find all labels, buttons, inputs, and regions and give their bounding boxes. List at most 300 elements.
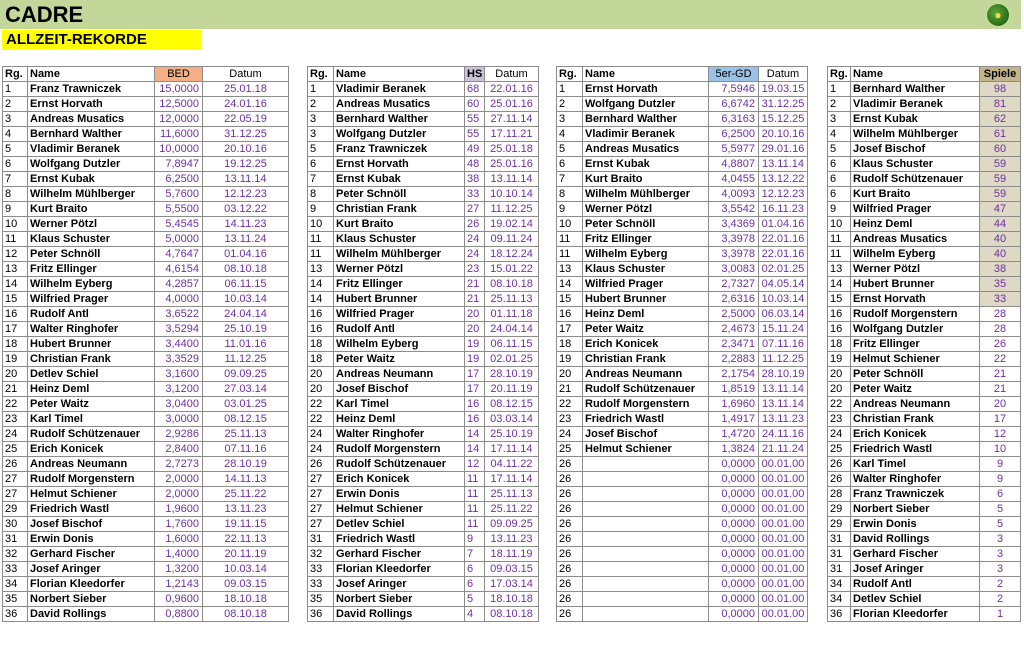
value-cell: 17 xyxy=(465,367,485,382)
table-row xyxy=(828,277,1021,292)
table-row xyxy=(3,217,289,232)
table-row xyxy=(3,202,289,217)
date-cell: 13.11.23 xyxy=(759,412,808,427)
rank-cell: 15 xyxy=(557,292,583,307)
rank-cell: 11 xyxy=(557,247,583,262)
date-cell: 11.12.25 xyxy=(203,352,289,367)
value-cell: 19 xyxy=(465,352,485,367)
name-cell: Christian Frank xyxy=(28,352,155,367)
table-row xyxy=(828,142,1021,157)
date-header: Datum xyxy=(759,67,808,82)
rank-cell: 7 xyxy=(308,172,334,187)
rank-cell: 16 xyxy=(828,307,851,322)
date-cell: 09.11.24 xyxy=(485,232,539,247)
value-cell: 1,3200 xyxy=(155,562,203,577)
table-row xyxy=(557,607,808,622)
table-row xyxy=(557,472,808,487)
table-row xyxy=(308,547,539,562)
value-cell: 24 xyxy=(465,232,485,247)
name-cell: Erich Konicek xyxy=(851,427,980,442)
name-cell: Franz Trawniczek xyxy=(851,487,980,502)
date-cell: 08.10.18 xyxy=(485,607,539,622)
date-cell: 19.02.14 xyxy=(485,217,539,232)
value-cell: 9 xyxy=(465,532,485,547)
value-cell: 14 xyxy=(465,427,485,442)
date-cell: 25.11.13 xyxy=(203,427,289,442)
value-cell: 1,6000 xyxy=(155,532,203,547)
rank-cell: 22 xyxy=(3,397,28,412)
date-cell: 27.11.14 xyxy=(485,112,539,127)
rank-cell: 25 xyxy=(3,442,28,457)
hs-header: HS xyxy=(465,67,485,82)
date-cell: 00.01.00 xyxy=(759,592,808,607)
name-cell: Hubert Brunner xyxy=(28,337,155,352)
value-cell: 38 xyxy=(980,262,1021,277)
name-cell: Kurt Braito xyxy=(334,217,465,232)
name-cell: Werner Pötzl xyxy=(28,217,155,232)
name-cell: David Rollings xyxy=(28,607,155,622)
table-row xyxy=(308,427,539,442)
table-row xyxy=(308,277,539,292)
rank-cell: 11 xyxy=(308,232,334,247)
value-cell: 22 xyxy=(980,352,1021,367)
name-cell: Fritz Ellinger xyxy=(334,277,465,292)
table-row xyxy=(557,547,808,562)
date-cell: 12.12.23 xyxy=(759,187,808,202)
value-cell: 27 xyxy=(465,202,485,217)
value-cell: 12,5000 xyxy=(155,97,203,112)
name-cell: Klaus Schuster xyxy=(28,232,155,247)
date-cell: 22.01.16 xyxy=(485,82,539,97)
rank-cell: 14 xyxy=(557,277,583,292)
table-row xyxy=(308,592,539,607)
value-cell: 38 xyxy=(465,172,485,187)
rank-cell: 3 xyxy=(828,112,851,127)
rank-cell: 7 xyxy=(557,172,583,187)
name-cell: Peter Schnöll xyxy=(28,247,155,262)
name-cell: Peter Schnöll xyxy=(583,217,709,232)
table-row xyxy=(828,412,1021,427)
name-cell: Karl Timel xyxy=(334,397,465,412)
value-cell: 6 xyxy=(465,577,485,592)
date-cell: 24.01.16 xyxy=(203,97,289,112)
date-cell: 13.11.14 xyxy=(759,157,808,172)
rank-cell: 26 xyxy=(557,517,583,532)
date-cell: 02.01.25 xyxy=(485,352,539,367)
table-row xyxy=(308,202,539,217)
page-subtitle: ALLZEIT-REKORDE xyxy=(2,30,201,50)
rank-cell: 27 xyxy=(308,517,334,532)
name-cell: Andreas Musatics xyxy=(28,112,155,127)
date-cell: 21.11.24 xyxy=(759,442,808,457)
rank-cell: 23 xyxy=(828,412,851,427)
value-cell: 2 xyxy=(980,577,1021,592)
value-cell: 55 xyxy=(465,127,485,142)
table-row xyxy=(3,367,289,382)
rank-cell: 5 xyxy=(828,142,851,157)
date-cell: 14.11.23 xyxy=(203,217,289,232)
rank-cell: 30 xyxy=(3,517,28,532)
rank-cell: 2 xyxy=(557,97,583,112)
rank-cell: 19 xyxy=(557,352,583,367)
table-row xyxy=(828,577,1021,592)
table-row xyxy=(308,82,539,97)
rank-cell: 29 xyxy=(3,502,28,517)
value-cell: 4,7647 xyxy=(155,247,203,262)
table-row xyxy=(308,562,539,577)
rank-cell: 26 xyxy=(308,457,334,472)
date-cell: 00.01.00 xyxy=(759,562,808,577)
value-cell: 4,0455 xyxy=(709,172,759,187)
name-cell: Peter Schnöll xyxy=(851,367,980,382)
date-cell: 20.11.19 xyxy=(485,382,539,397)
rank-cell: 29 xyxy=(828,502,851,517)
rank-cell: 29 xyxy=(828,517,851,532)
name-cell: Gerhard Fischer xyxy=(334,547,465,562)
date-cell: 31.12.25 xyxy=(203,127,289,142)
rank-cell: 15 xyxy=(3,292,28,307)
rank-cell: 1 xyxy=(308,82,334,97)
table-row xyxy=(828,502,1021,517)
table-row xyxy=(557,232,808,247)
rank-cell: 20 xyxy=(828,367,851,382)
date-cell: 04.05.14 xyxy=(759,277,808,292)
rank-cell: 26 xyxy=(557,532,583,547)
date-cell: 09.09.25 xyxy=(203,367,289,382)
name-cell xyxy=(583,562,709,577)
name-cell: Friedrich Wastl xyxy=(851,442,980,457)
date-cell: 00.01.00 xyxy=(759,457,808,472)
bed-records-table xyxy=(2,66,289,622)
rank-cell: 27 xyxy=(308,472,334,487)
date-cell: 10.03.14 xyxy=(759,292,808,307)
value-cell: 1,4917 xyxy=(709,412,759,427)
value-cell: 3,3978 xyxy=(709,247,759,262)
bed-header: BED xyxy=(155,67,203,82)
name-cell: Wilhelm Mühlberger xyxy=(583,187,709,202)
date-cell: 15.01.22 xyxy=(485,262,539,277)
rank-cell: 10 xyxy=(3,217,28,232)
date-cell: 19.03.15 xyxy=(759,82,808,97)
table-row xyxy=(557,127,808,142)
date-cell: 25.11.13 xyxy=(485,487,539,502)
date-cell: 14.11.13 xyxy=(203,472,289,487)
table-row xyxy=(557,382,808,397)
name-cell: Ernst Kubak xyxy=(334,172,465,187)
value-cell: 4,2857 xyxy=(155,277,203,292)
table-row xyxy=(308,187,539,202)
value-cell: 3,6522 xyxy=(155,307,203,322)
value-cell: 33 xyxy=(980,292,1021,307)
rank-cell: 6 xyxy=(3,157,28,172)
value-cell: 1,2143 xyxy=(155,577,203,592)
name-cell xyxy=(583,532,709,547)
rank-cell: 31 xyxy=(828,562,851,577)
rank-cell: 16 xyxy=(308,322,334,337)
name-cell: Wilfried Prager xyxy=(583,277,709,292)
name-cell: Wilhelm Eyberg xyxy=(583,247,709,262)
name-cell: Ernst Kubak xyxy=(851,112,980,127)
name-cell: Karl Timel xyxy=(851,457,980,472)
date-cell: 10.10.14 xyxy=(485,187,539,202)
table-row xyxy=(3,517,289,532)
rank-cell: 11 xyxy=(828,232,851,247)
date-cell: 25.10.19 xyxy=(203,322,289,337)
date-header: Datum xyxy=(203,67,289,82)
table-row xyxy=(828,127,1021,142)
rank-cell: 20 xyxy=(308,382,334,397)
rank-cell: 20 xyxy=(308,367,334,382)
value-cell: 3,5294 xyxy=(155,322,203,337)
rank-cell: 26 xyxy=(557,502,583,517)
rank-cell: 36 xyxy=(3,607,28,622)
date-cell: 15.12.25 xyxy=(759,112,808,127)
rank-cell: 24 xyxy=(308,427,334,442)
rank-cell: 24 xyxy=(557,427,583,442)
table-row xyxy=(308,172,539,187)
value-cell: 26 xyxy=(980,337,1021,352)
rank-cell: 5 xyxy=(557,142,583,157)
date-cell: 07.11.16 xyxy=(759,337,808,352)
date-cell: 00.01.00 xyxy=(759,472,808,487)
table-row xyxy=(557,217,808,232)
date-cell: 00.01.00 xyxy=(759,532,808,547)
rank-cell: 14 xyxy=(828,277,851,292)
name-cell: Norbert Sieber xyxy=(28,592,155,607)
rank-cell: 17 xyxy=(557,322,583,337)
value-cell: 2,3471 xyxy=(709,337,759,352)
value-cell: 0,9600 xyxy=(155,592,203,607)
date-cell: 31.12.25 xyxy=(759,97,808,112)
rank-cell: 8 xyxy=(3,187,28,202)
value-cell: 5 xyxy=(465,592,485,607)
value-cell: 2,0000 xyxy=(155,472,203,487)
name-cell: Christian Frank xyxy=(583,352,709,367)
rank-cell: 23 xyxy=(557,412,583,427)
table-row xyxy=(828,397,1021,412)
name-cell: Rudolf Morgenstern xyxy=(851,307,980,322)
rank-cell: 24 xyxy=(308,442,334,457)
date-cell: 17.11.14 xyxy=(485,442,539,457)
rank-header: Rg. xyxy=(308,67,334,82)
date-cell: 19.11.15 xyxy=(203,517,289,532)
table-row xyxy=(557,172,808,187)
name-cell: Ernst Horvath xyxy=(851,292,980,307)
table-row xyxy=(828,532,1021,547)
table-row xyxy=(557,292,808,307)
value-cell: 2,0000 xyxy=(155,487,203,502)
rank-cell: 2 xyxy=(3,97,28,112)
date-cell: 06.11.15 xyxy=(203,277,289,292)
gd-records-table xyxy=(556,66,808,622)
value-cell: 2,9286 xyxy=(155,427,203,442)
rank-header: Rg. xyxy=(3,67,28,82)
name-cell xyxy=(583,457,709,472)
table-row xyxy=(308,457,539,472)
date-cell: 04.11.22 xyxy=(485,457,539,472)
name-cell: Walter Ringhofer xyxy=(28,322,155,337)
rank-cell: 27 xyxy=(3,487,28,502)
value-cell: 2,8400 xyxy=(155,442,203,457)
table-row xyxy=(3,112,289,127)
value-cell: 10,0000 xyxy=(155,142,203,157)
value-cell: 19 xyxy=(465,337,485,352)
date-cell: 25.01.18 xyxy=(485,142,539,157)
rank-cell: 1 xyxy=(828,82,851,97)
rank-cell: 26 xyxy=(557,457,583,472)
rank-cell: 25 xyxy=(557,442,583,457)
rank-cell: 13 xyxy=(557,262,583,277)
rank-cell: 10 xyxy=(557,217,583,232)
value-cell: 33 xyxy=(465,187,485,202)
name-cell xyxy=(583,517,709,532)
rank-cell: 27 xyxy=(3,472,28,487)
value-cell: 0,0000 xyxy=(709,577,759,592)
date-cell: 22.05.19 xyxy=(203,112,289,127)
name-cell: Helmut Schiener xyxy=(334,502,465,517)
table-row xyxy=(308,307,539,322)
table-row xyxy=(557,322,808,337)
name-cell: Werner Pötzl xyxy=(851,262,980,277)
rank-cell: 18 xyxy=(308,337,334,352)
table-row xyxy=(557,577,808,592)
date-header: Datum xyxy=(485,67,539,82)
name-cell xyxy=(583,487,709,502)
date-cell: 16.11.23 xyxy=(759,202,808,217)
value-cell: 0,0000 xyxy=(709,457,759,472)
name-cell: Gerhard Fischer xyxy=(851,547,980,562)
rank-cell: 24 xyxy=(3,427,28,442)
value-cell: 2,7273 xyxy=(155,457,203,472)
table-row xyxy=(557,562,808,577)
table-row xyxy=(308,442,539,457)
table-row xyxy=(557,112,808,127)
name-cell: Kurt Braito xyxy=(28,202,155,217)
table-row xyxy=(557,187,808,202)
value-cell: 49 xyxy=(465,142,485,157)
table-row xyxy=(557,367,808,382)
rank-cell: 31 xyxy=(828,547,851,562)
table-row xyxy=(308,262,539,277)
date-cell: 03.12.22 xyxy=(203,202,289,217)
date-cell: 08.12.15 xyxy=(485,397,539,412)
value-cell: 15,0000 xyxy=(155,82,203,97)
name-cell: Werner Pötzl xyxy=(583,202,709,217)
rank-cell: 20 xyxy=(3,367,28,382)
name-cell: Fritz Ellinger xyxy=(28,262,155,277)
date-cell: 13.11.14 xyxy=(759,382,808,397)
value-cell: 11 xyxy=(465,517,485,532)
date-cell: 00.01.00 xyxy=(759,547,808,562)
table-row xyxy=(828,487,1021,502)
name-cell: Wolfgang Dutzler xyxy=(583,97,709,112)
table-row xyxy=(308,292,539,307)
page-title: CADRE xyxy=(5,2,84,27)
rank-cell: 26 xyxy=(557,607,583,622)
name-cell: Wilhelm Eyberg xyxy=(851,247,980,262)
rank-cell: 9 xyxy=(828,202,851,217)
value-cell: 12 xyxy=(465,457,485,472)
date-cell: 22.01.16 xyxy=(759,232,808,247)
table-row xyxy=(308,217,539,232)
date-cell: 02.01.25 xyxy=(759,262,808,277)
name-cell: Rudolf Morgenstern xyxy=(28,472,155,487)
table-row xyxy=(557,592,808,607)
table-row xyxy=(308,397,539,412)
rank-cell: 31 xyxy=(828,532,851,547)
table-row xyxy=(557,307,808,322)
table-row xyxy=(828,217,1021,232)
name-cell: Heinz Deml xyxy=(334,412,465,427)
value-cell: 4,0000 xyxy=(155,292,203,307)
value-cell: 11 xyxy=(465,502,485,517)
rank-cell: 14 xyxy=(308,277,334,292)
value-cell: 9 xyxy=(980,457,1021,472)
name-cell: Norbert Sieber xyxy=(334,592,465,607)
value-cell: 20 xyxy=(465,307,485,322)
rank-header: Rg. xyxy=(557,67,583,82)
table-row xyxy=(557,247,808,262)
date-cell: 00.01.00 xyxy=(759,577,808,592)
games-records-table xyxy=(827,66,1021,622)
rank-cell: 9 xyxy=(308,202,334,217)
value-cell: 6,2500 xyxy=(155,172,203,187)
table-row xyxy=(828,232,1021,247)
date-cell: 24.04.14 xyxy=(203,307,289,322)
name-cell: Ernst Kubak xyxy=(583,157,709,172)
table-row xyxy=(308,487,539,502)
table-row xyxy=(308,142,539,157)
name-cell: Andreas Musatics xyxy=(583,142,709,157)
name-cell: Andreas Neumann xyxy=(334,367,465,382)
rank-cell: 26 xyxy=(3,457,28,472)
name-cell: Andreas Musatics xyxy=(851,232,980,247)
name-cell: Kurt Braito xyxy=(583,172,709,187)
table-row xyxy=(828,592,1021,607)
table-row xyxy=(828,82,1021,97)
table-row xyxy=(557,142,808,157)
value-cell: 3,5542 xyxy=(709,202,759,217)
name-cell: Klaus Schuster xyxy=(851,157,980,172)
table-row xyxy=(828,442,1021,457)
value-cell: 62 xyxy=(980,112,1021,127)
date-cell: 11.12.25 xyxy=(759,352,808,367)
table-row xyxy=(308,502,539,517)
table-row xyxy=(828,337,1021,352)
table-row xyxy=(3,427,289,442)
date-cell: 28.10.19 xyxy=(485,367,539,382)
rank-cell: 26 xyxy=(557,592,583,607)
name-cell: Rudolf Morgenstern xyxy=(583,397,709,412)
name-cell: Rudolf Schützenauer xyxy=(851,172,980,187)
name-cell: Erich Konicek xyxy=(583,337,709,352)
table-row xyxy=(3,232,289,247)
value-cell: 5,7600 xyxy=(155,187,203,202)
name-cell: Erich Konicek xyxy=(28,442,155,457)
table-row xyxy=(557,532,808,547)
date-cell: 09.09.25 xyxy=(485,517,539,532)
date-cell: 12.12.23 xyxy=(203,187,289,202)
name-cell: Wilhelm Mühlberger xyxy=(334,247,465,262)
rank-cell: 33 xyxy=(308,577,334,592)
table-row xyxy=(828,112,1021,127)
value-cell: 0,0000 xyxy=(709,502,759,517)
value-cell: 0,0000 xyxy=(709,562,759,577)
name-cell: Andreas Neumann xyxy=(851,397,980,412)
rank-cell: 27 xyxy=(308,487,334,502)
rank-cell: 9 xyxy=(3,202,28,217)
name-cell: Bernhard Walther xyxy=(334,112,465,127)
